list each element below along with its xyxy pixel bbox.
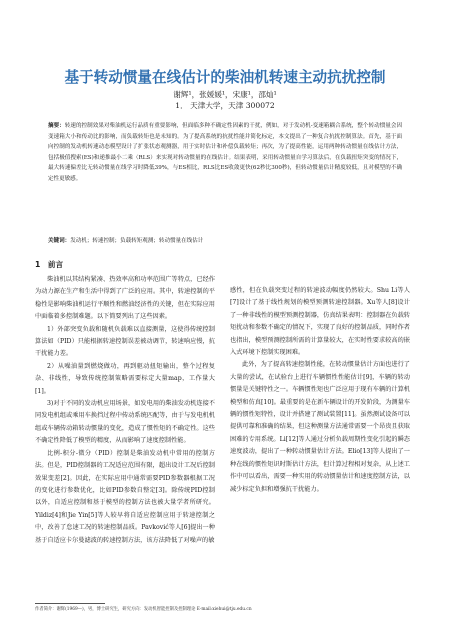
paper-authors: 谢辉¹，张媛媛¹，宋康¹，邵灿¹ <box>173 90 277 99</box>
paper-affiliation: 1． 天津大学，天津 300072 <box>175 101 275 110</box>
paragraph: 此外，为了提高转速控制性能，在转动惯量估计方面也进行了大量的尝试，在试验台上进行车辆惯性性能估计[9]，车辆的转动惯量是关键特性之一。车辆惯性矩也广泛应用于现有车辆的计算机模型和仿真[10]。最重要的是在新车辆设计的开发阶段，为测量车辆的惯性矩特性，设计并搭建了测试装置[11]。虽然测试设备可以提供可靠和准确的结果，但这种测量方法通常需要一个昂贵且获取困难的专用系统。Li[12]等人通过分析负载周期性变化引起的瞬态速度波动，提出了一种转动惯量估计方法。Elio[13]等人提出了一种在线的惯性矩识时斯估计方法，但计算过程相对复杂，从上述工作中可以看出，需要一种实用的转动惯量估计和速度控制方法，以减少标定负担和增强抗干扰能力。 <box>230 361 410 493</box>
keywords <box>48 236 402 246</box>
paragraph: 感性，但在负载突变过程的转速波动幅度仍然较大。Shu Li等人[7]设计了基于线性规划的模型预测转速控制器。Xu等人[8]设计了一种非线性的模型预测控制器，仿真结果表明：控制器在负载转矩扰动和参数不确定的情况下，实现了良好的控制品质，同时作者也指出，模型预测控制所需的计算量较大，在实时性要求较高的嵌入式环境下控制实现困难。 <box>230 287 410 357</box>
paragraph: 柴油机以其结构紧凑、热效率高和功率范围广等特点，已经作为动力源在生产和生活中得到了广泛的应用。其中，转速控制的平稳性是影响柴油机运行平顺性和燃油经济性的关键，但在实际应用中面临着多控制难题。以下简要列出了这些因素。 <box>35 276 215 321</box>
section-heading: 1 前言 <box>35 260 64 269</box>
footnote: 作者简介：谢辉(1969—)，男，博士研究生，研究方向：发动机智能控制及控制理论 E-mail:xiehui@tju.edu.cn <box>35 607 252 612</box>
keywords-label: 关键词： <box>48 238 71 244</box>
abstract-text: 转速的控制效果对柴油机运行品质有重要影响，但面临多种不确定性因素的干扰，例如，对于发动机-变速箱耦合系统，整个转动惯量会因变速箱大小和传动比的影响，而负载转矩也是未知的。为了提高系统的抗扰性能并简化标定，本文提出了一种复合抗扰控制算法。首先，基于面向控制的发动机转速动态模型设计了扩张状态观测器，用于实时估计和补偿负载转矩；再次，为了提高性能，运用两种转动惯量在线估计方法，包括极值搜索(ES)和递推最小二乘（RLS）来实现对转动惯量的在线估计。结果表明，采用转动惯量自学习算法后，在负载扭矩突变的情况下，最大转速偏差比无转动惯量在线学习时降低39%，与ES相比，RLS比ES收敛更快(62秒比300秒)，但转动惯量估计精度较低，且对模型的不确定性更敏感。 <box>48 123 403 182</box>
abstract-label: 摘要： <box>48 123 65 129</box>
footnote-rule <box>35 603 105 604</box>
keywords-text: 发动机；转速控制；负载转矩观测；转动惯量在线估计 <box>70 238 204 244</box>
abstract <box>48 121 402 185</box>
paragraph: 2）从噪油量到燃烧做功，再到驱动扭矩输出，整个过程复杂、非线性，导致传统控制策略需要标定大量map，工作量大[1]。 <box>35 362 215 395</box>
paragraph: 比例-积分-微分（PID）控制是柴油发动机中常用的控制方法。但是，PID控制器的工况适应范围有限，超出设计工况后控制效果变差[2]。因此，在实际应用中通常需要PID参数器根据工况的变化进行参数优化，比如PID参数自整定[3]。除传统PID控制以外，自适应控制和基于模型的控制方法也被大量学者所研究。Yildiz[4]和Jie Yin[5]等人较早将自适应控制应用于转速控制之中，改善了怠速工况的转速控制品质。Pavković等人[6]提出一种基于自适应卡尔曼滤波的转速控制方法，该方法降低了对噪声的敏 <box>35 449 215 544</box>
paragraph: 3)对于不同的发动机应用场景，如发电用的柴油发动机连接不同发电机组或乘用车换挡过程中传动系统匹配等，由于与发电机机组或车辆传动箱转动惯量的变化，造成了惯性矩的不确定性。这些不确定性降低了模型的精度，从而影响了速度控制性能。 <box>35 400 215 445</box>
paper-title: 基于转动惯量在线估计的柴油机转速主动抗扰控制 <box>64 69 386 86</box>
left-column <box>35 258 215 547</box>
right-column <box>230 285 410 496</box>
paragraph: 1）外部突变负载和随机负载难以直接测量，这使得传统控制算法如（PID）只能根据转速控制误差被动调节，转速响应慢，抗干扰能力差。 <box>35 325 215 358</box>
